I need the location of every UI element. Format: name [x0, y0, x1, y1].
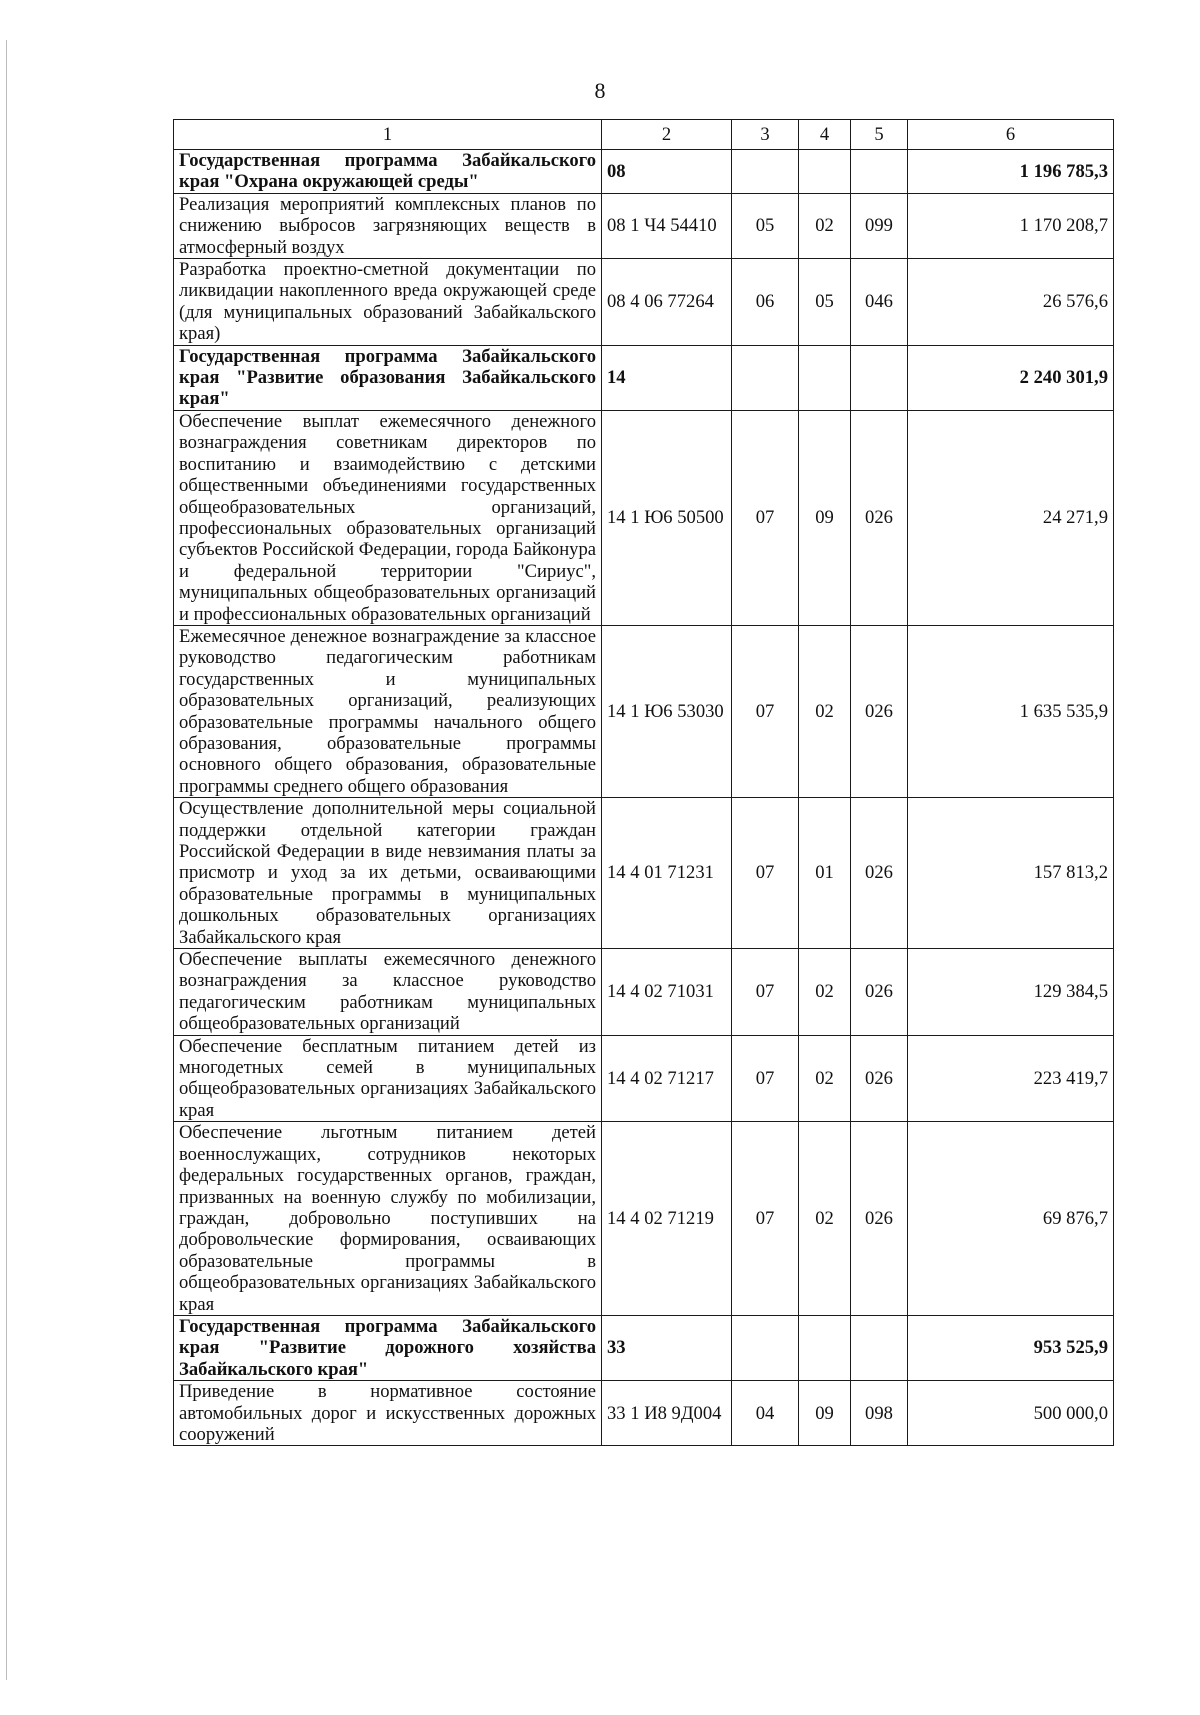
row-name-cell: Обеспечение выплаты ежемесячного денежного вознаграждения за классное руководство педагогическим работникам муниципальных общеобразовательных организаций: [174, 949, 602, 1036]
row-name-cell: Приведение в нормативное состояние автомобильных дорог и искусственных дорожных сооружений: [174, 1381, 602, 1446]
row-type-cell: 026: [851, 410, 908, 625]
program-row: [174, 1315, 1114, 1380]
row-section-cell: 07: [732, 625, 799, 797]
row-type-cell: 026: [851, 1122, 908, 1316]
row-name-cell: Государственная программа Забайкальского края "Развитие дорожного хозяйства Забайкальского края": [174, 1315, 602, 1380]
row-code-cell: 14 1 Ю6 50500: [602, 410, 732, 625]
table-row: [174, 410, 1114, 625]
row-section-cell: 07: [732, 1035, 799, 1122]
row-name-cell: Осуществление дополнительной меры социальной поддержки отдельной категории граждан Российской Федерации в виде невзимания платы за присмотр и уход за их детьми, осваивающими образовательные программы в муниципальных дошкольных образовательных организациях Забайкальского края: [174, 798, 602, 949]
row-subsection-cell: 02: [799, 949, 851, 1036]
row-code-cell: 14 4 01 71231: [602, 798, 732, 949]
row-type-cell: 046: [851, 259, 908, 346]
row-subsection-cell: 09: [799, 1381, 851, 1446]
row-amount-cell: 26 576,6: [908, 259, 1114, 346]
row-amount-cell: 1 170 208,7: [908, 193, 1114, 258]
table-row: [174, 1122, 1114, 1316]
row-code-cell: 14: [602, 345, 732, 410]
row-section-cell: [732, 345, 799, 410]
row-code-cell: 33: [602, 1315, 732, 1380]
table-row: [174, 949, 1114, 1036]
row-code-cell: 14 1 Ю6 53030: [602, 625, 732, 797]
row-section-cell: 07: [732, 798, 799, 949]
row-section-cell: 07: [732, 410, 799, 625]
table-row: [174, 1381, 1114, 1446]
row-amount-cell: 2 240 301,9: [908, 345, 1114, 410]
row-amount-cell: 69 876,7: [908, 1122, 1114, 1316]
row-code-cell: 33 1 И8 9Д004: [602, 1381, 732, 1446]
table-row: [174, 625, 1114, 797]
row-type-cell: 098: [851, 1381, 908, 1446]
row-amount-cell: 129 384,5: [908, 949, 1114, 1036]
row-name-cell: Ежемесячное денежное вознаграждение за классное руководство педагогическим работникам государственных и муниципальных образовательных организаций, реализующих образовательные программы начального общего образования, образовательные программы основного общего образования, образовательные программы среднего общего образования: [174, 625, 602, 797]
row-amount-cell: 1 196 785,3: [908, 150, 1114, 194]
budget-table: [173, 119, 1114, 1446]
row-amount-cell: 1 635 535,9: [908, 625, 1114, 797]
row-subsection-cell: [799, 1315, 851, 1380]
row-type-cell: 099: [851, 193, 908, 258]
row-section-cell: 05: [732, 193, 799, 258]
row-section-cell: 04: [732, 1381, 799, 1446]
row-name-cell: Государственная программа Забайкальского края "Охрана окружающей среды": [174, 150, 602, 194]
row-code-cell: 14 4 02 71219: [602, 1122, 732, 1316]
header-row: [174, 120, 1114, 150]
row-type-cell: 026: [851, 625, 908, 797]
column-header-4: 4: [799, 120, 851, 150]
row-subsection-cell: 02: [799, 1035, 851, 1122]
row-amount-cell: 500 000,0: [908, 1381, 1114, 1446]
row-name-cell: Обеспечение выплат ежемесячного денежного вознаграждения советникам директоров по воспитанию и взаимодействию с детскими общественными объединениями государственных общеобразовательных организаций, профессиональных образовательных организаций субъектов Российской Федерации, города Байконура и федеральной территории "Сириус", муниципальных общеобразовательных организаций и профессиональных образовательных организаций: [174, 410, 602, 625]
row-amount-cell: 24 271,9: [908, 410, 1114, 625]
row-subsection-cell: [799, 150, 851, 194]
row-section-cell: [732, 150, 799, 194]
row-section-cell: [732, 1315, 799, 1380]
column-header-1: 1: [174, 120, 602, 150]
column-header-2: 2: [602, 120, 732, 150]
row-type-cell: [851, 1315, 908, 1380]
row-code-cell: 14 4 02 71217: [602, 1035, 732, 1122]
row-subsection-cell: 01: [799, 798, 851, 949]
row-subsection-cell: [799, 345, 851, 410]
row-name-cell: Реализация мероприятий комплексных планов по снижению выбросов загрязняющих веществ в атмосферный воздух: [174, 193, 602, 258]
table-row: [174, 1035, 1114, 1122]
column-header-6: 6: [908, 120, 1114, 150]
row-subsection-cell: 02: [799, 1122, 851, 1316]
table-body: [174, 150, 1114, 1446]
row-section-cell: 07: [732, 949, 799, 1036]
row-type-cell: 026: [851, 949, 908, 1036]
table-row: [174, 259, 1114, 346]
row-code-cell: 14 4 02 71031: [602, 949, 732, 1036]
row-subsection-cell: 02: [799, 625, 851, 797]
row-amount-cell: 223 419,7: [908, 1035, 1114, 1122]
row-type-cell: [851, 150, 908, 194]
program-row: [174, 345, 1114, 410]
table-header: [174, 120, 1114, 150]
row-name-cell: Обеспечение льготным питанием детей военнослужащих, сотрудников некоторых федеральных государственных органов, граждан, призванных на военную службу по мобилизации, граждан, добровольно поступивших на добровольческие формирования, осваивающих образовательные программы в общеобразовательных организациях Забайкальского края: [174, 1122, 602, 1316]
row-name-cell: Государственная программа Забайкальского края "Развитие образования Забайкальского края": [174, 345, 602, 410]
table-row: [174, 798, 1114, 949]
program-row: [174, 150, 1114, 194]
scan-margin-line: [6, 40, 7, 1680]
row-type-cell: 026: [851, 798, 908, 949]
row-code-cell: 08 4 06 77264: [602, 259, 732, 346]
row-subsection-cell: 09: [799, 410, 851, 625]
row-subsection-cell: 02: [799, 193, 851, 258]
row-subsection-cell: 05: [799, 259, 851, 346]
row-amount-cell: 157 813,2: [908, 798, 1114, 949]
row-amount-cell: 953 525,9: [908, 1315, 1114, 1380]
row-code-cell: 08 1 Ч4 54410: [602, 193, 732, 258]
column-header-3: 3: [732, 120, 799, 150]
column-header-5: 5: [851, 120, 908, 150]
row-code-cell: 08: [602, 150, 732, 194]
table-row: [174, 193, 1114, 258]
row-name-cell: Обеспечение бесплатным питанием детей из многодетных семей в муниципальных общеобразовательных организациях Забайкальского края: [174, 1035, 602, 1122]
row-name-cell: Разработка проектно-сметной документации по ликвидации накопленного вреда окружающей среде (для муниципальных образований Забайкальского края): [174, 259, 602, 346]
page-number: 8: [594, 78, 606, 103]
row-section-cell: 07: [732, 1122, 799, 1316]
row-type-cell: [851, 345, 908, 410]
row-type-cell: 026: [851, 1035, 908, 1122]
row-section-cell: 06: [732, 259, 799, 346]
